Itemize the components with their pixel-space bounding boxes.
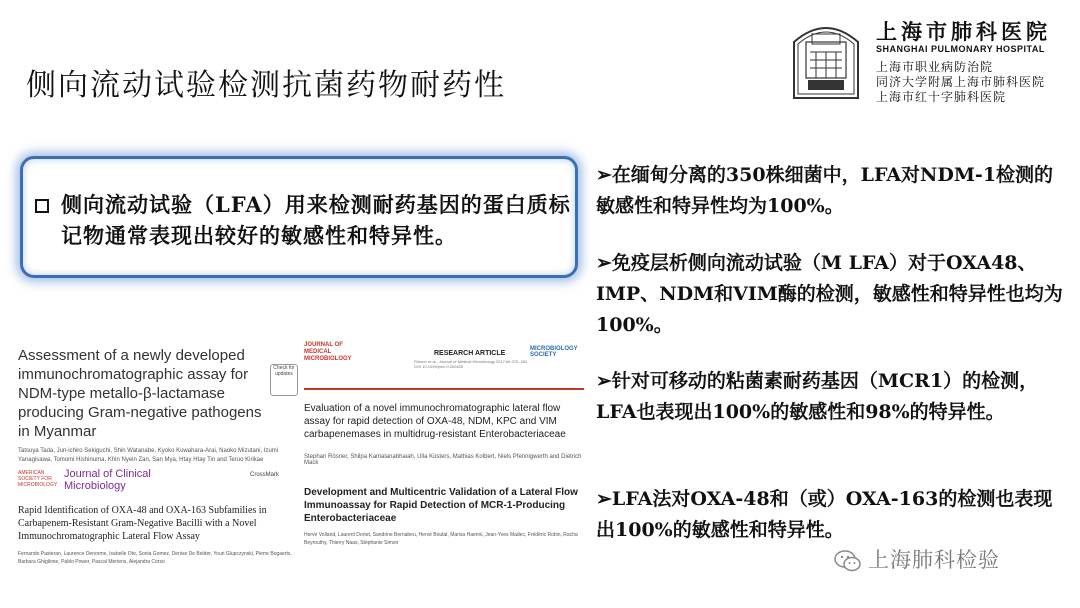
finding-item: ➢在缅甸分离的350株细菌中，LFA对NDM-1检测的敏感性和特异性均为100%。 <box>596 164 1054 217</box>
article-type: RESEARCH ARTICLE <box>434 350 506 357</box>
paper-myanmar <box>18 346 300 465</box>
society-name: AMERICAN SOCIETY FOR MICROBIOLOGY <box>18 470 58 488</box>
slide-title: 侧向流动试验检测抗菌药物耐药性 <box>26 68 506 103</box>
paper-title: Evaluation of a novel immunochromatographic lateral flow assay for rapid detection of OXA-48, NDM, KPC and VIM carbapenemases in multidrug-resistant Enterobacteriaceae <box>304 403 566 440</box>
journal-name: Journal of Clinical Microbiology <box>64 468 151 492</box>
crossmark-badge: CrossMark <box>250 472 280 478</box>
paper-rosner <box>304 342 586 482</box>
hospital-alias-2: 同济大学附属上海市肺科医院 <box>876 75 1046 89</box>
paper-pasteran <box>18 466 300 568</box>
paper-authors: Stephan Rösner, Shilpa Kamalanabhaiah, Ulla Küsters, Mathias Kolbert, Niels Pfennigwerth and Dietrich Mack <box>304 454 582 466</box>
callout-text: 侧向流动试验（LFA）用来检测耐药基因的蛋白质标记物通常表现出较好的敏感性和特异性。 <box>61 192 571 248</box>
watermark-text: 上海肺科检验 <box>868 548 1000 572</box>
finding-item: ➢免疫层析侧向流动试验（M LFA）对于OXA48、IMP、NDM和VIM酶的检测，敏感性和特异性也均为100%。 <box>596 252 1063 336</box>
square-bullet-icon <box>35 199 49 213</box>
summary-callout <box>20 156 578 278</box>
paper-authors: Fernando Pasteran, Laurence Denorme, Isabelle Ote, Sonia Gomez, Denise De Belder, Youri Glupczynski, Pierre Bogaerts, Barbara Ghiglione, Pablo Power, Pascal Mertens, Alejandra Corso <box>18 551 292 565</box>
paper-authors: Hervé Volland, Laurent Dortet, Sandrine Bernabeu, Hervé Boutal, Marisa Haenni, Jean-Yves Madec, Frédéric Robin, Racha Beyrouthy, Thierry Naas, Stéphanie Simon <box>304 532 578 546</box>
hospital-name-cn: 上海市肺科医院 <box>876 19 1051 44</box>
finding-item: ➢针对可移动的粘菌素耐药基因（MCR1）的检测，LFA也表现出100%的敏感性和98%的特异性。 <box>596 370 1039 423</box>
check-updates-badge: Check for updates <box>270 364 298 396</box>
hospital-name-en: SHANGHAI PULMONARY HOSPITAL <box>876 44 1045 54</box>
paper-collage <box>18 340 586 568</box>
hospital-seal-icon <box>790 12 862 100</box>
journal-name: JOURNAL OF MEDICAL MICROBIOLOGY <box>304 342 352 362</box>
paper-title: Assessment of a newly developed immunochromatographic assay for NDM-type metallo-β-lactamase producing Gram-negative pathogens in Myanmar <box>18 347 262 440</box>
society-name: MICROBIOLOGY SOCIETY <box>530 346 578 358</box>
wechat-icon <box>834 550 862 572</box>
paper-title: Rapid Identification of OXA-48 and OXA-163 Subfamilies in Carbapenem-Resistant Gram-Negative Bacilli with a Novel Immunochromatographic Lateral Flow Assay <box>18 505 267 542</box>
paper-volland <box>304 486 586 547</box>
paper-title: Development and Multicentric Validation of a Lateral Flow Immunoassay for Rapid Detection of MCR-1-Producing Enterobacteriaceae <box>304 487 578 524</box>
wechat-watermark <box>834 544 1000 574</box>
hospital-logo <box>790 12 1070 102</box>
paper-authors: Tatsuya Tada, Jun-ichiro Sekiguchi, Shin Watanabe, Kyoko Kuwahara-Arai, Naoko Mizutani, Izumi Yanagisawa, Tomomi Hishinuma, Khin Nyein Zan, San Mya, Htay Htay Tin and Teruo Kirikae <box>18 448 279 463</box>
article-citation: Rösner et al., Journal of Medical Microbiology 2017;66:379–381 DOI 10.1099/jmm.0.000425 <box>414 359 528 369</box>
hospital-alias-1: 上海市职业病防治院 <box>876 60 994 74</box>
hospital-alias-3: 上海市红十字肺科医院 <box>876 90 1007 104</box>
header-divider <box>304 388 584 390</box>
finding-item: ➢LFA法对OXA-48和（或）OXA-163的检测也表现出100%的敏感性和特异性。 <box>596 488 1053 541</box>
